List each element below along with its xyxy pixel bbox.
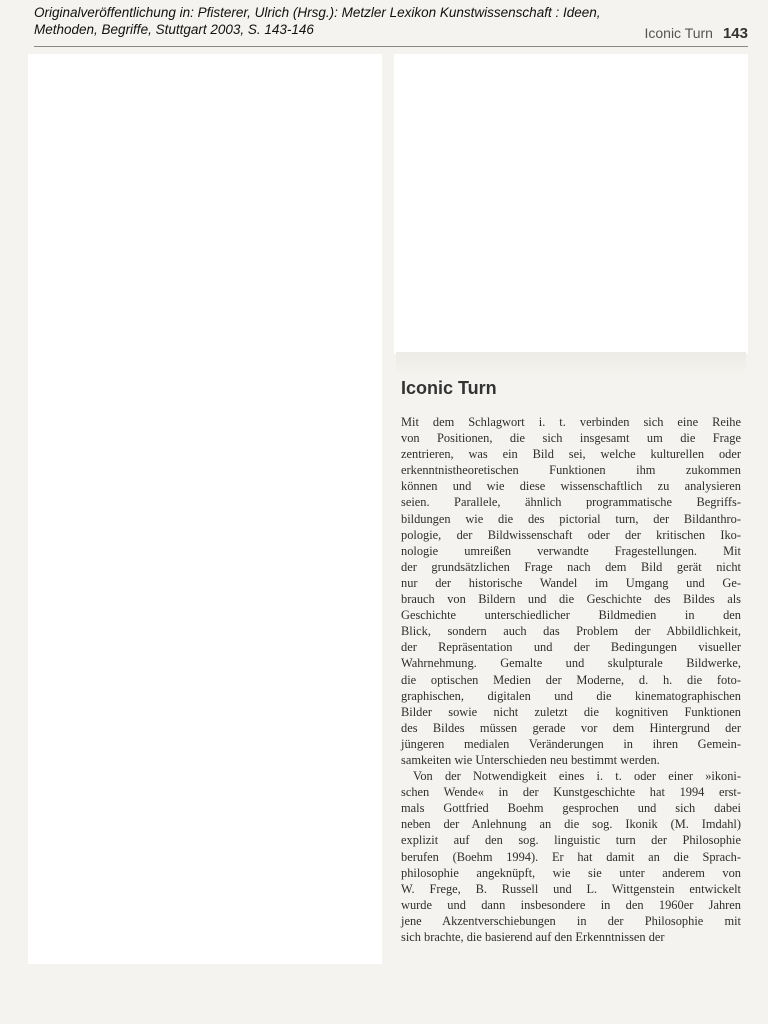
- body-line: die optischen Medien der Moderne, d. h. die foto-: [401, 672, 741, 687]
- body-line: jene Akzentverschiebungen in der Philosophie mit: [401, 913, 741, 928]
- body-line: explizit auf den sog. linguistic turn der Philosophie: [401, 833, 741, 848]
- body-line: von Positionen, die sich insgesamt um die Frage: [401, 431, 741, 446]
- body-line: graphischen, digitalen und die kinematographischen: [401, 688, 741, 703]
- body-line: sich brachte, die basierend auf den Erkenntnissen der: [401, 930, 665, 944]
- running-head-title: Iconic Turn: [644, 25, 713, 41]
- citation-line-1: Originalveröffentlichung in: Pfisterer, Ulrich (Hrsg.): Metzler Lexikon Kunstwissenschaft : Ideen,: [34, 5, 601, 20]
- body-line: der Repräsentation und der Bedingungen visueller: [401, 640, 741, 655]
- body-line: nologie umreißen verwandte Fragestellungen. Mit: [401, 543, 741, 558]
- body-line: können und wie diese wissenschaftlich zu analysieren: [401, 479, 741, 494]
- body-line: pologie, der Bildwissenschaft oder der kritischen Iko-: [401, 527, 741, 542]
- body-line: Mit dem Schlagwort i. t. verbinden sich eine Reihe: [401, 415, 741, 429]
- header-rule: [34, 46, 748, 47]
- body-line: philosophie angeknüpft, wie sie unter anderem von: [401, 865, 741, 880]
- body-line: jüngeren medialen Veränderungen in ihren Gemein-: [401, 736, 741, 751]
- page-number: 143: [722, 25, 748, 42]
- body-line: Bilder sowie nicht zuletzt die kognitiven Funktionen: [401, 704, 741, 719]
- body-line: wurde und dann insbesondere in den 1960er Jahren: [401, 897, 741, 912]
- blank-right-column-top: [394, 54, 748, 354]
- body-line: des Bildes müssen gerade vor dem Hintergrund der: [401, 720, 741, 735]
- body-line: mals Gottfried Boehm gesprochen und sich dabei: [401, 801, 741, 816]
- body-line: bildungen wie die des pictorial turn, der Bildanthro-: [401, 511, 741, 526]
- body-line: berufen (Boehm 1994). Er hat damit an die Sprach-: [401, 849, 741, 864]
- running-head: [644, 25, 748, 42]
- citation-note: [34, 4, 734, 38]
- blank-left-column: [28, 54, 382, 964]
- body-line: zentrieren, was ein Bild sei, welche kulturellen oder: [401, 447, 741, 462]
- body-line: seien. Parallele, ähnlich programmatische Begriffs-: [401, 495, 741, 510]
- body-line: schen Wende« in der Kunstgeschichte hat 1994 erst-: [401, 785, 741, 800]
- article-title: Iconic Turn: [401, 378, 497, 398]
- body-line: neben der Anlehnung an die sog. Ikonik (M. Imdahl): [401, 817, 741, 832]
- body-line: der grundsätzlichen Frage nach dem Bild gerät nicht: [401, 559, 741, 574]
- body-line: Blick, sondern auch das Problem der Abbildlichkeit,: [401, 624, 741, 639]
- article-body: [401, 414, 741, 945]
- citation-line-2: Methoden, Begriffe, Stuttgart 2003, S. 143-146: [34, 22, 314, 37]
- body-line: erkenntnistheoretischen Funktionen ihm zukommen: [401, 463, 741, 478]
- body-line: brauch von Bildern und die Geschichte des Bildes als: [401, 592, 741, 607]
- body-line: Von der Notwendigkeit eines i. t. oder einer »ikoni-: [413, 769, 741, 784]
- body-line: samkeiten wie Unterschieden neu bestimmt werden.: [401, 752, 660, 767]
- body-line: Geschichte unterschiedlicher Bildmedien in den: [401, 608, 741, 623]
- body-line: W. Frege, B. Russell und L. Wittgenstein entwickelt: [401, 881, 741, 896]
- faded-text-remnant: [396, 352, 746, 374]
- body-line: nur der historische Wandel im Umgang und Ge-: [401, 575, 741, 590]
- body-line: Wahrnehmung. Gemalte und skulpturale Bildwerke,: [401, 656, 741, 671]
